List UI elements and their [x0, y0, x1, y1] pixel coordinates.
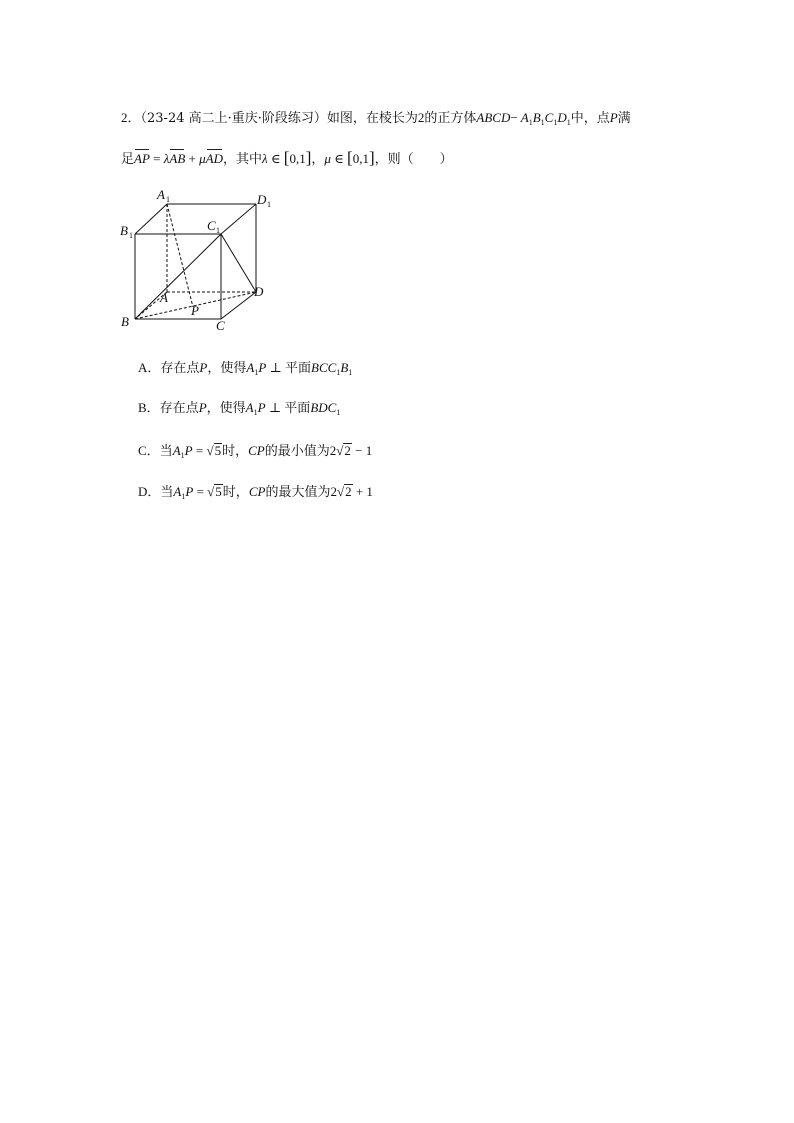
option-b[interactable]: B．存在点P，使得$A_1P$ ⊥ 平面$BDC_1$: [138, 400, 341, 417]
edge-a1-b1: [135, 204, 167, 234]
edge-d1-c1: [221, 204, 256, 234]
plane-name: $BDC_1$: [310, 400, 341, 417]
question-number: 2: [121, 110, 128, 125]
label-d1: D: [257, 192, 267, 207]
option-letter: A．: [138, 360, 161, 375]
lambda: λ: [163, 151, 170, 166]
stem-text: 的正方体: [424, 111, 477, 126]
segment-a1p: $A_1P$: [246, 360, 267, 377]
interval-mu: [0,1]: [347, 148, 375, 167]
mu: μ: [199, 151, 206, 166]
vector-ad: AD: [206, 149, 223, 169]
edge-length: 2: [417, 110, 425, 125]
label-c: C: [216, 318, 225, 333]
question-line-1: 2．（23-24 高二上·重庆·阶段练习）如图，在棱长为2的正方体ABCD− $A_1B_1C_1D_1$中，点P满: [121, 110, 631, 127]
interval-lambda: [0,1]: [283, 148, 312, 167]
cube-figure: [110, 182, 280, 334]
plane-name: $BCC_1B_1$: [311, 360, 353, 377]
sqrt-value: 5: [215, 484, 222, 499]
svg-text:1: 1: [216, 226, 220, 235]
label-b: B: [121, 314, 129, 329]
label-p: P: [191, 303, 199, 318]
svg-text:1: 1: [267, 200, 271, 209]
option-c[interactable]: C．当$A_1P = √5$时，CP的最小值为2√2 − 1: [138, 443, 373, 460]
segment-b-c1: [135, 234, 221, 319]
stem-text: 如图，在棱长为: [326, 111, 418, 126]
stem-text: ，其中: [223, 152, 263, 167]
point-p: P: [609, 110, 618, 125]
stem-text: ，则（ ）: [374, 152, 453, 167]
segment-a1p: $A_1P$: [245, 400, 266, 417]
option-d[interactable]: D．当$A_1P = √5$时，CP的最大值为2√2 + 1: [138, 484, 373, 501]
question-source: （23-24 高二上·重庆·阶段练习）: [140, 111, 327, 126]
segment-a1p: $A_1P$: [172, 443, 193, 460]
option-letter: C．: [138, 443, 160, 458]
label-b1: B: [120, 223, 128, 238]
stem-text: 中，点: [570, 111, 610, 126]
label-a1: A: [157, 187, 165, 202]
label-d: D: [254, 284, 264, 299]
option-letter: B．: [138, 400, 160, 415]
svg-text:1: 1: [129, 231, 133, 240]
option-a[interactable]: A．存在点P，使得$A_1P$ ⊥ 平面$BCC_1B_1$: [138, 360, 353, 377]
svg-text:1: 1: [166, 195, 170, 204]
vector-ab: AB: [169, 149, 185, 169]
stem-text: 满: [617, 111, 631, 126]
cube-name: ABCD− $A_1B_1C_1D_1$: [476, 110, 571, 127]
question-line-2: 足AP = λAB + μAD，其中λ ∈ [0,1]，μ ∈ [0,1]，则（ ）: [121, 148, 453, 167]
label-a: A: [160, 290, 168, 305]
vector-ap: AP: [134, 149, 150, 169]
option-letter: D．: [138, 484, 161, 499]
stem-text: 足: [121, 152, 135, 167]
label-c1: C: [207, 218, 216, 233]
segment-a1p: $A_1P$: [173, 484, 194, 501]
sqrt-value: 5: [214, 443, 222, 458]
segment-c1-d: [221, 234, 256, 292]
